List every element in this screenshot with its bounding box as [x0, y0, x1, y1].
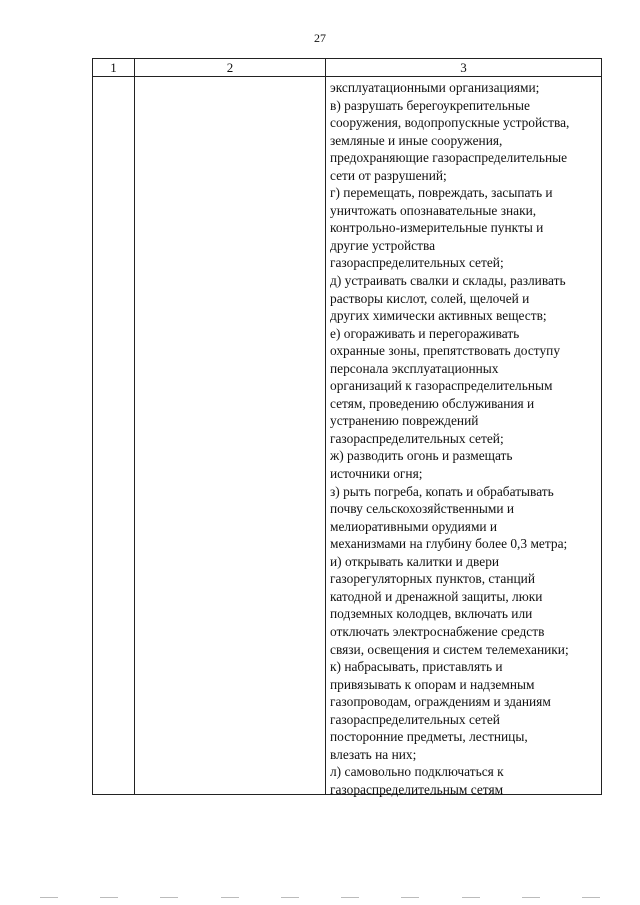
- scan-noise-mark: [221, 897, 239, 898]
- scan-noise-mark: [401, 897, 419, 898]
- text-line: предохраняющие газораспределительные: [330, 150, 568, 166]
- text-line: другие устройства: [330, 237, 436, 253]
- scan-noise-mark: [522, 897, 540, 898]
- text-line: ж) разводить огонь и размещать: [330, 448, 513, 464]
- text-line: газораспределительным сетям: [330, 781, 504, 797]
- text-line: газопроводам, ограждениям и зданиям: [330, 694, 551, 710]
- text-line: д) устраивать свалки и склады, разливать: [330, 273, 566, 289]
- text-line: связи, освещения и систем телемеханики;: [330, 641, 569, 657]
- text-line: механизмами на глубину более 0,3 метра;: [330, 536, 568, 552]
- text-line: растворы кислот, солей, щелочей и: [330, 290, 530, 306]
- scan-noise-mark: [40, 897, 58, 898]
- text-line: мелиоративными орудиями и: [330, 518, 498, 534]
- text-line: персонала эксплуатационных: [330, 360, 499, 376]
- text-line: уничтожать опознавательные знаки,: [330, 202, 537, 218]
- column-3-header: 3: [460, 60, 467, 75]
- text-line: к) набрасывать, приставлять и: [330, 659, 503, 675]
- column-2-cell: [135, 77, 326, 794]
- scan-artifact: [40, 895, 600, 899]
- table-header-row: [93, 59, 601, 77]
- column-1-cell: [93, 77, 135, 794]
- text-line: организаций к газораспределительным: [330, 378, 553, 394]
- text-line: почву сельскохозяйственными и: [330, 501, 515, 517]
- text-line: газорегуляторных пунктов, станций: [330, 571, 536, 587]
- text-line: охранные зоны, препятствовать доступу: [330, 343, 561, 359]
- text-line: контрольно-измерительные пункты и: [330, 220, 544, 236]
- text-line: катодной и дренажной защиты, люки: [330, 588, 543, 604]
- text-line: л) самовольно подключаться к: [330, 764, 504, 780]
- text-line: источники огня;: [330, 466, 423, 482]
- text-line: е) огораживать и перегораживать: [330, 325, 520, 341]
- text-line: привязывать к опорам и надземным: [330, 676, 535, 692]
- column-2-header: 2: [135, 59, 326, 76]
- scan-noise-mark: [160, 897, 178, 898]
- scan-noise-mark: [462, 897, 480, 898]
- text-line: з) рыть погреба, копать и обрабатывать: [330, 483, 554, 499]
- text-line: газораспределительных сетей: [330, 711, 500, 727]
- text-line: устранению повреждений: [330, 413, 479, 429]
- scan-noise-mark: [582, 897, 600, 898]
- text-line: газораспределительных сетей;: [330, 430, 504, 446]
- text-line: и) открывать калитки и двери: [330, 553, 500, 569]
- column-1-header: 1: [93, 59, 135, 76]
- document-table: [92, 58, 602, 795]
- text-line: земляные и иные сооружения,: [330, 132, 503, 148]
- text-line: сооружения, водопропускные устройства,: [330, 115, 570, 131]
- page-number: 27: [314, 31, 326, 45]
- text-line: в) разрушать берегоукрепительные: [330, 97, 530, 113]
- scan-noise-mark: [281, 897, 299, 898]
- text-line: подземных колодцев, включать или: [330, 606, 533, 622]
- column-3-cell: [326, 77, 601, 797]
- table-body-row: [93, 77, 601, 797]
- text-line: сетям, проведению обслуживания и: [330, 395, 535, 411]
- text-line: эксплуатационными организациями;: [330, 80, 540, 95]
- text-line: посторонние предметы, лестницы,: [330, 729, 528, 745]
- scan-noise-mark: [100, 897, 118, 898]
- text-line: газораспределительных сетей;: [330, 255, 504, 271]
- text-line: сети от разрушений;: [330, 167, 447, 183]
- text-line: отключать электроснабжение средств: [330, 623, 545, 639]
- text-line: влезать на них;: [330, 746, 417, 762]
- scan-noise-mark: [341, 897, 359, 898]
- text-line: г) перемещать, повреждать, засыпать и: [330, 185, 553, 201]
- text-line: других химически активных веществ;: [330, 308, 547, 324]
